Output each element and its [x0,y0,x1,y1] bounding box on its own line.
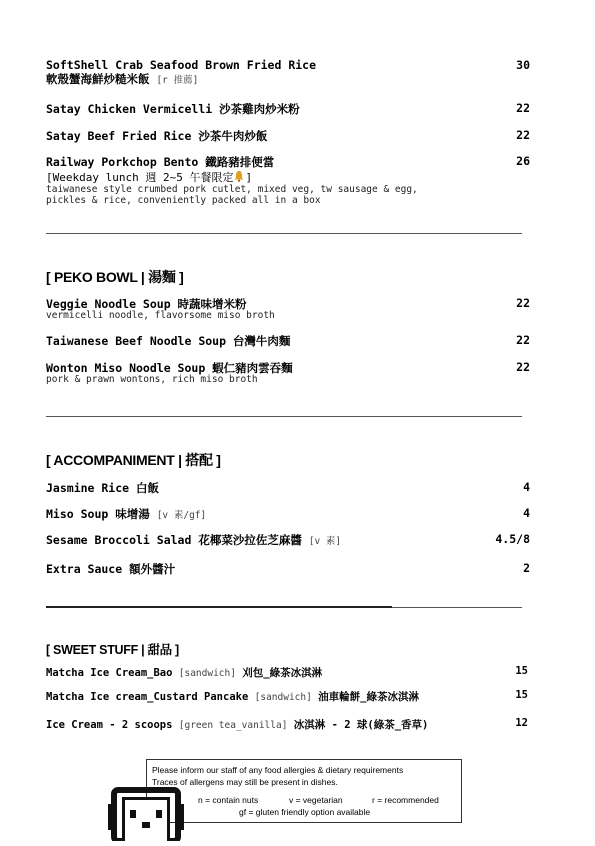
section-divider-bold [46,606,392,608]
item-name: Satay Chicken Vermicelli 沙茶雞肉炒米粉 [46,102,300,116]
item-price: 22 [516,296,530,310]
item-name-row [46,717,428,732]
item-tag: [v 素/gf] [156,510,207,521]
item-price: 22 [516,101,530,115]
item-description: pork & prawn wontons, rich miso broth [46,374,258,385]
item-name-row [46,689,419,704]
section-divider [46,416,522,417]
legend-gluten-friendly: gf = gluten friendly option available [239,807,371,817]
item-name: SoftShell Crab Seafood Brown Fried Rice [46,58,317,72]
item-price: 4.5/8 [495,532,530,546]
item-name-zh-text: 軟殼蟹海鮮炒糙米飯 [46,72,150,86]
item-price: 2 [523,561,530,575]
item-price: 22 [516,333,530,347]
item-price: 22 [516,360,530,374]
item-description: taiwanese style crumbed pork cutlet, mixed veg, tw sausage & egg, [46,184,418,195]
item-price: 22 [516,128,530,142]
item-name-row [46,665,322,680]
robot-mascot-icon [108,786,184,846]
item-price: 15 [515,689,528,701]
item-description: pickles & rice, conveniently packed all in a box [46,195,321,206]
item-name: Jasmine Rice 白飯 [46,481,160,495]
item-name: Matcha Ice Cream_Bao [46,667,173,679]
allergy-notice-line: Traces of allergens may still be present in dishes. [152,777,338,787]
item-tag: [r 推薦] [156,75,199,86]
section-divider [46,233,522,234]
item-tag: [sandwich] [254,692,312,703]
legend-nuts: n = contain nuts [198,795,259,805]
item-tag: [sandwich] [178,668,236,679]
item-name-zh [46,71,198,87]
item-name: Extra Sauce 額外醬汁 [46,562,176,576]
section-title: [ SWEET STUFF | 甜品 ] [46,643,179,657]
item-name: Taiwanese Beef Noodle Soup 台灣牛肉麵 [46,334,291,348]
item-name: Ice Cream - 2 scoops [46,719,173,731]
legend-recommended: r = recommended [372,795,439,805]
item-name-zh: 油車輪餅_綠茶冰淇淋 [318,691,419,703]
item-name: Sesame Broccoli Salad 花椰菜沙拉佐芝麻醬 [46,533,302,547]
item-tag: [green tea_vanilla] [178,720,288,731]
section-title: [ ACCOMPANIMENT | 搭配 ] [46,452,221,468]
item-name: Railway Porkchop Bento 鐵路豬排便當 [46,155,275,169]
item-price: 4 [523,506,530,520]
item-name: Wonton Miso Noodle Soup 蝦仁豬肉雲吞麵 [46,361,293,375]
item-price: 26 [516,154,530,168]
item-price: 30 [516,58,530,72]
allergy-notice-line: Please inform our staff of any food allergies & dietary requirements [152,765,404,775]
item-price: 4 [523,480,530,494]
item-name-row [46,532,341,548]
item-name-zh: 刈包_綠茶冰淇淋 [242,667,323,679]
section-title: [ PEKO BOWL | 湯麵 ] [46,269,184,285]
item-tag: [v 素] [308,536,342,547]
bracket-close: ] [245,171,253,184]
item-subtitle [46,169,252,185]
item-price: 15 [515,665,528,677]
item-description: vermicelli noodle, flavorsome miso broth [46,310,275,321]
item-name: Veggie Noodle Soup 時蔬味增米粉 [46,297,247,311]
weekday-lunch-label: [Weekday lunch 週 2~5 午餐限定 [46,171,234,184]
legend-vegetarian: v = vegetarian [289,795,343,805]
item-name: Matcha Ice cream_Custard Pancake [46,691,249,703]
item-price: 12 [515,717,528,729]
item-name: Satay Beef Fried Rice 沙茶牛肉炒飯 [46,129,268,143]
item-name-zh: 冰淇淋 - 2 球(綠茶_香草) [293,719,429,731]
bell-icon [233,170,245,185]
item-name: Miso Soup 味增湯 [46,507,150,521]
item-name-row [46,506,206,522]
